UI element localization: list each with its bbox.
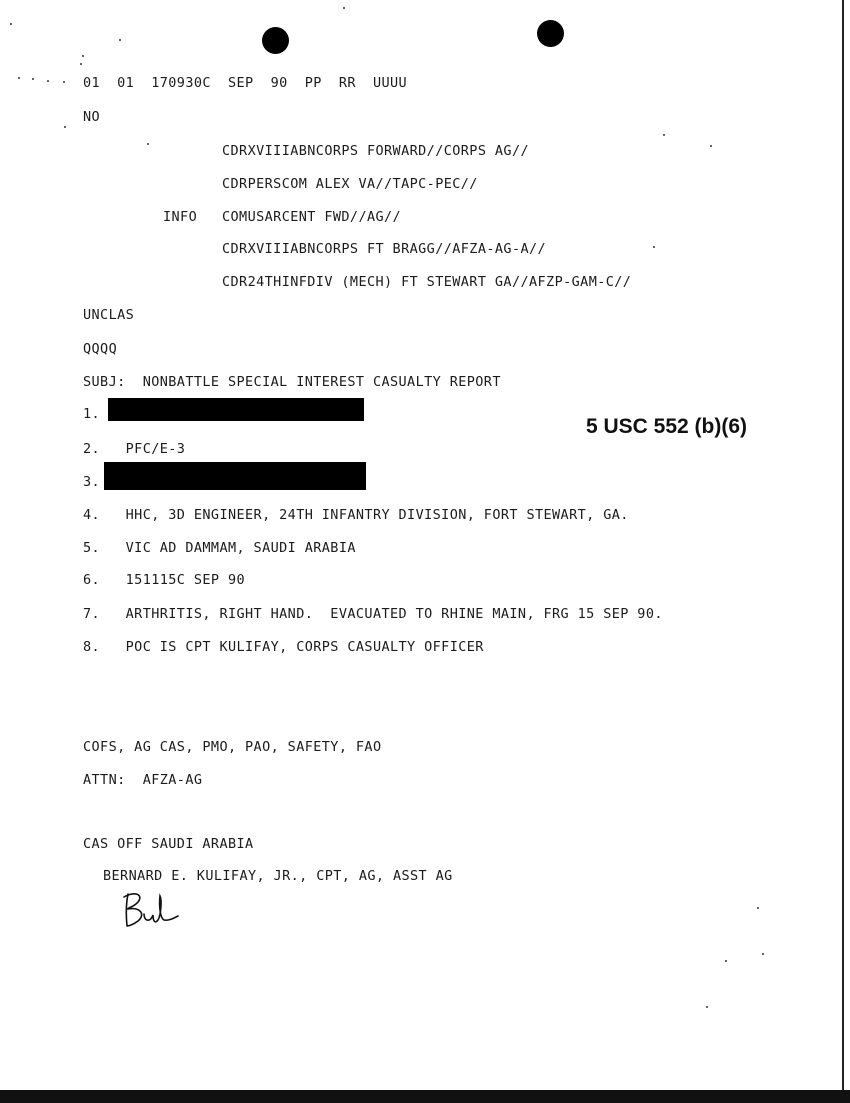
signer-line: BERNARD E. KULIFAY, JR., CPT, AG, ASST AG (103, 868, 453, 884)
punch-hole-left (262, 27, 289, 54)
scan-speck (47, 80, 49, 82)
info-addressee-1: COMUSARCENT FWD//AG// (222, 209, 402, 225)
scan-edge-right (842, 0, 844, 1090)
redaction-block-1 (108, 398, 364, 421)
scan-speck (147, 143, 149, 145)
scan-speck (653, 246, 655, 248)
origin-line: CAS OFF SAUDI ARABIA (83, 836, 254, 852)
scan-speck (80, 63, 82, 65)
foia-exemption-label: 5 USC 552 (b)(6) (586, 415, 748, 438)
item-2: 2. PFC/E-3 (83, 441, 186, 457)
scan-speck (343, 7, 345, 9)
scan-speck (119, 39, 121, 41)
no-line: NO (83, 109, 101, 125)
scan-edge-bottom (0, 1090, 850, 1103)
scan-speck (32, 78, 34, 80)
punch-hole-right (537, 20, 564, 47)
attention-line: ATTN: AFZA-AG (83, 772, 203, 788)
scan-speck (82, 55, 84, 57)
item-8: 8. POC IS CPT KULIFAY, CORPS CASUALTY OFFICER (83, 639, 484, 655)
scan-speck (64, 126, 66, 128)
item-4: 4. HHC, 3D ENGINEER, 24TH INFANTRY DIVISION, FORT STEWART, GA. (83, 507, 629, 523)
info-addressee-2: CDRXVIIIABNCORPS FT BRAGG//AFZA-AG-A// (222, 241, 547, 257)
subject-line: SUBJ: NONBATTLE SPECIAL INTEREST CASUALTY REPORT (83, 374, 501, 390)
handwritten-initials (118, 888, 188, 933)
item-7: 7. ARTHRITIS, RIGHT HAND. EVACUATED TO RHINE MAIN, FRG 15 SEP 90. (83, 606, 663, 622)
scan-speck (725, 960, 727, 962)
item-3-number: 3. (83, 474, 101, 490)
scan-speck (762, 953, 764, 955)
routing-line: 01 01 170930C SEP 90 PP RR UUUU (83, 75, 408, 91)
to-addressee-1: CDRXVIIIABNCORPS FORWARD//CORPS AG// (222, 143, 529, 159)
scan-speck (18, 77, 20, 79)
qqqq-line: QQQQ (83, 341, 118, 357)
scan-speck (706, 1006, 708, 1008)
distribution-line: COFS, AG CAS, PMO, PAO, SAFETY, FAO (83, 739, 382, 755)
item-6: 6. 151115C SEP 90 (83, 572, 246, 588)
scan-speck (63, 81, 65, 83)
scan-speck (663, 134, 665, 136)
redaction-block-2 (104, 462, 366, 490)
item-1-number: 1. (83, 406, 101, 422)
classification: UNCLAS (83, 307, 135, 323)
info-addressee-3: CDR24THINFDIV (MECH) FT STEWART GA//AFZP-GAM-C// (222, 274, 632, 290)
to-addressee-2: CDRPERSCOM ALEX VA//TAPC-PEC// (222, 176, 478, 192)
info-label: INFO (163, 209, 198, 225)
scan-speck (710, 145, 712, 147)
scan-speck (757, 907, 759, 909)
scan-speck (10, 23, 12, 25)
item-5: 5. VIC AD DAMMAM, SAUDI ARABIA (83, 540, 356, 556)
